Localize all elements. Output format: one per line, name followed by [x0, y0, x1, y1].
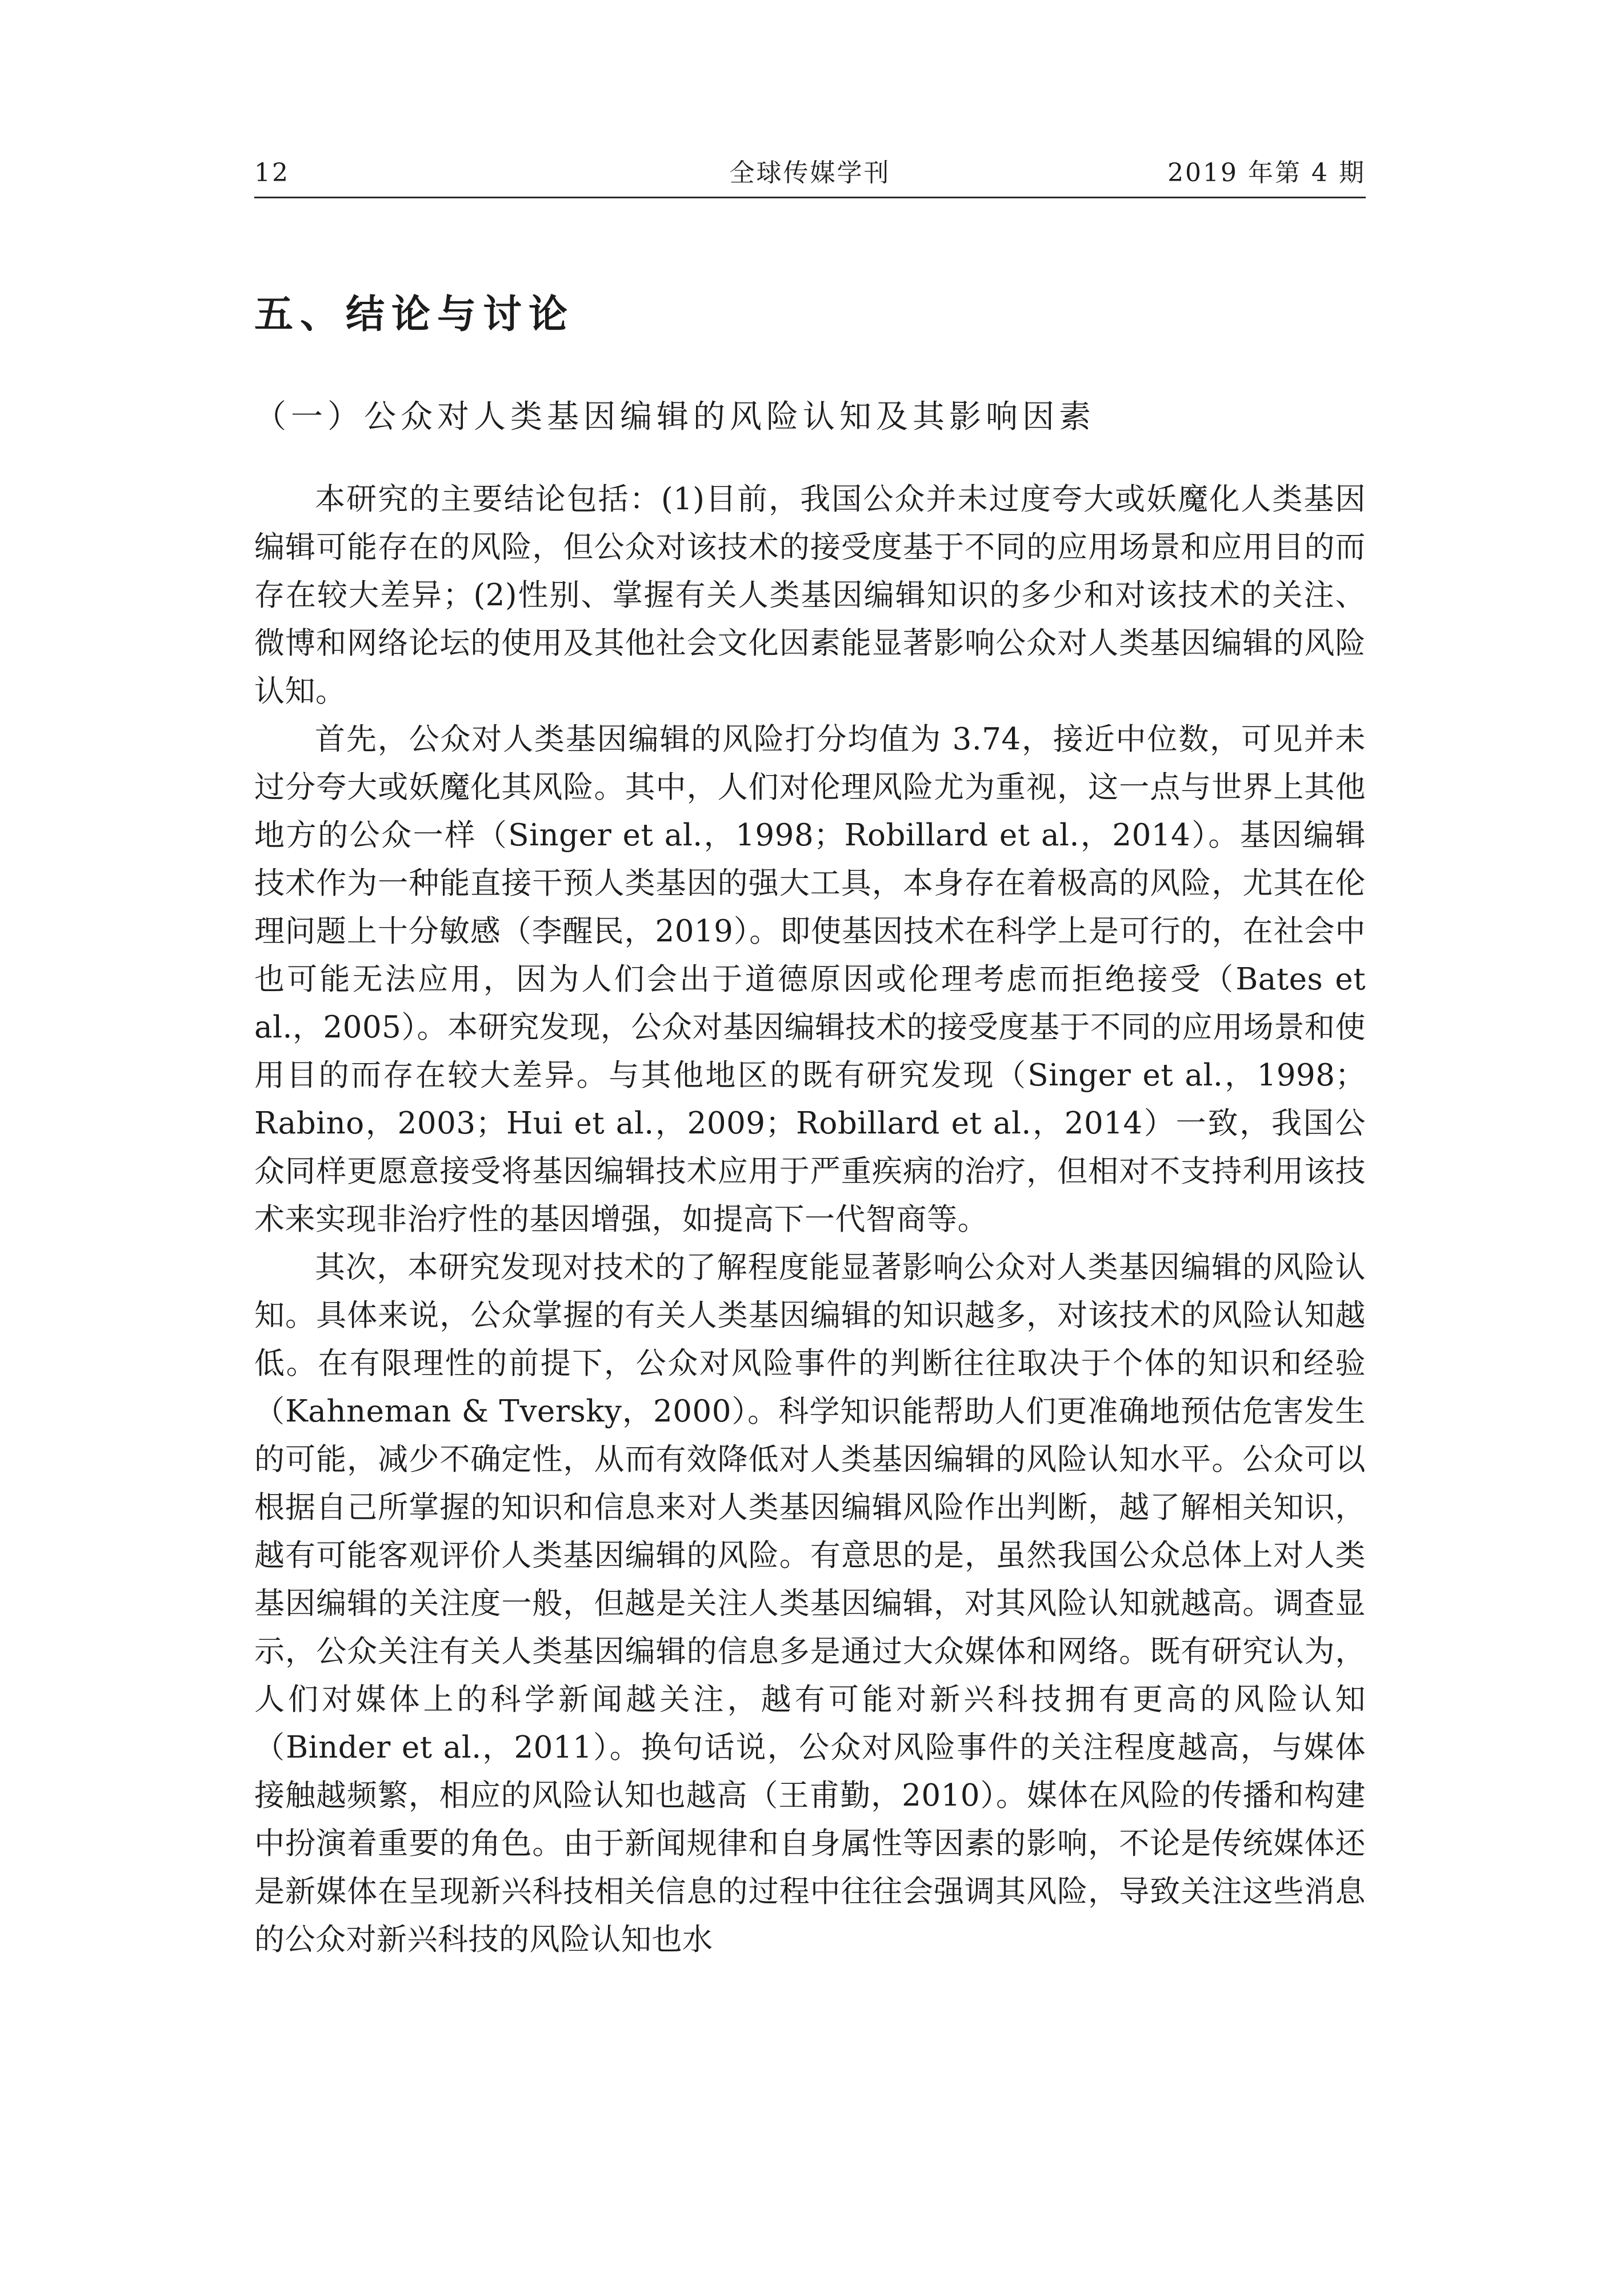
running-header: [254, 153, 1366, 193]
paragraph-conclusions: 本研究的主要结论包括：(1)目前，我国公众并未过度夸大或妖魔化人类基因编辑可能存在的风险，但公众对该技术的接受度基于不同的应用场景和应用目的而存在较大差异；(2)性别、掌握有关人类基因编辑知识的多少和对该技术的关注、微博和网络论坛的使用及其他社会文化因素能显著影响公众对人类基因编辑的风险认知。: [254, 482, 1366, 709]
document-page: [254, 0, 1366, 2296]
paragraph-second-finding: 其次，本研究发现对技术的了解程度能显著影响公众对人类基因编辑的风险认知。具体来说，公众掌握的有关人类基因编辑的知识越多，对该技术的风险认知越低。在有限理性的前提下，公众对风险事件的判断往往取决于个体的知识和经验（Kahneman & Tversky，2000）。科学知识能帮助人们更准确地预估危害发生的可能，减少不确定性，从而有效降低对人类基因编辑的风险认知水平。公众可以根据自己所掌握的知识和信息来对人类基因编辑风险作出判断，越了解相关知识，越有可能客观评价人类基因编辑的风险。有意思的是，虽然我国公众总体上对人类基因编辑的关注度一般，但越是关注人类基因编辑，对其风险认知就越高。调查显示，公众关注有关人类基因编辑的信息多是通过大众媒体和网络。既有研究认为，人们对媒体上的科学新闻越关注，越有可能对新兴科技拥有更高的风险认知（Binder et al.，2011）。换句话说，公众对风险事件的关注程度越高，与媒体接触越频繁，相应的风险认知也越高（王甫勤，2010）。媒体在风险的传播和构建中扮演着重要的角色。由于新闻规律和自身属性等因素的影响，不论是传统媒体还是新媒体在呈现新兴科技相关信息的过程中往往会强调其风险，导致关注这些消息的公众对新兴科技的风险认知也水: [254, 1250, 1366, 1957]
journal-title: 全球传媒学刊: [729, 158, 891, 187]
section-title: 五、结论与讨论: [254, 292, 575, 337]
header-rule: [254, 197, 1366, 198]
body-text: [254, 476, 1366, 1964]
paragraph-first-finding: 首先，公众对人类基因编辑的风险打分均值为 3.74，接近中位数，可见并未过分夸大或妖魔化其风险。其中，人们对伦理风险尤为重视，这一点与世界上其他地方的公众一样（Singer et al.，1998；Robillard et al.，2014）。基因编辑技术作为一种能直接干预人类基因的强大工具，本身存在着极高的风险，尤其在伦理问题上十分敏感（李醒民，2019）。即使基因技术在科学上是可行的，在社会中也可能无法应用，因为人们会出于道德原因或伦理考虑而拒绝接受（Bates et al.，2005）。本研究发现，公众对基因编辑技术的接受度基于不同的应用场景和使用目的而存在较大差异。与其他地区的既有研究发现（Singer et al.，1998；Rabino，2003；Hui et al.，2009；Robillard et al.，2014）一致，我国公众同样更愿意接受将基因编辑技术应用于严重疾病的治疗，但相对不支持利用该技术来实现非治疗性的基因增强，如提高下一代智商等。: [254, 722, 1366, 1237]
page-number: 12: [254, 158, 290, 187]
subsection-title: （一）公众对人类基因编辑的风险认知及其影响因素: [254, 398, 1095, 436]
issue-label: 2019 年第 4 期: [1167, 158, 1366, 187]
